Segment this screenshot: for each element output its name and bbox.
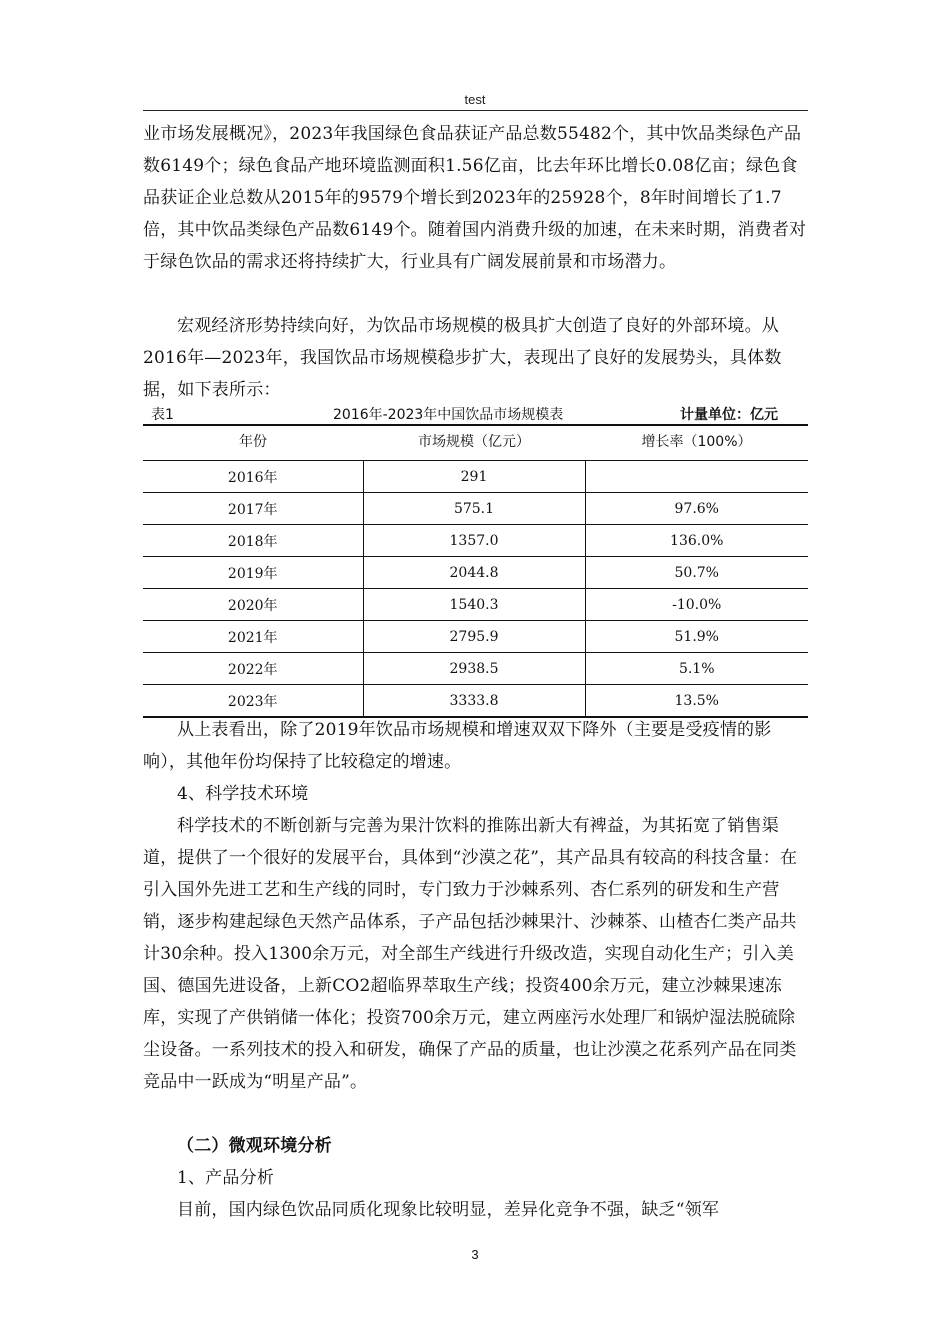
cell-year: 2023年 — [143, 685, 363, 718]
header-year: 年份 — [143, 425, 363, 461]
cell-market-size: 291 — [363, 461, 585, 493]
cell-market-size: 2938.5 — [363, 653, 585, 685]
cell-growth-rate: 50.7% — [585, 557, 808, 589]
table-header-row — [143, 425, 808, 461]
table-row — [143, 461, 808, 493]
cell-growth-rate: 97.6% — [585, 493, 808, 525]
cell-market-size: 2044.8 — [363, 557, 585, 589]
cell-year: 2018年 — [143, 525, 363, 557]
paragraph-technology-environment: 科学技术的不断创新与完善为果汁饮料的推陈出新大有裨益，为其拓宽了销售渠道，提供了一个很好的发展平台，具体到“沙漠之花”，其产品具有较高的科技含量：在引入国外先进工艺和生产线的同时，专门致力于沙棘系列、杏仁系列的研发和生产营销，逐步构建起绿色天然产品体系，子产品包括沙棘果汁、沙棘茶、山楂杏仁类产品共计30余种。投入1300余万元，对全部生产线进行升级改造，实现自动化生产；引入美国、德国先进设备，上新CO2超临界萃取生产线；投资400余万元，建立沙棘果速冻库，实现了产供销储一体化；投资700余万元，建立两座污水处理厂和锅炉湿法脱硫除尘设备。一系列技术的投入和研发，确保了产品的质量，也让沙漠之花系列产品在同类竞品中一跃成为“明星产品”。 — [143, 816, 798, 1092]
table-title: 2016年-2023年中国饮品市场规模表 — [333, 407, 564, 423]
section-heading-technology: 4、科学技术环境 — [177, 784, 309, 804]
table-row — [143, 621, 808, 653]
page-number: 3 — [471, 1247, 479, 1262]
section-heading-product-analysis: 1、产品分析 — [177, 1168, 275, 1188]
cell-growth-rate: -10.0% — [585, 589, 808, 621]
cell-growth-rate: 13.5% — [585, 685, 808, 718]
table-unit: 计量单位：亿元 — [680, 407, 778, 423]
cell-year: 2021年 — [143, 621, 363, 653]
cell-year: 2016年 — [143, 461, 363, 493]
cell-growth-rate: 5.1% — [585, 653, 808, 685]
table-row — [143, 557, 808, 589]
paragraph-table-conclusion: 从上表看出，除了2019年饮品市场规模和增速双双下降外（主要是受疫情的影响），其他年份均保持了比较稳定的增速。 — [143, 720, 772, 772]
cell-year: 2020年 — [143, 589, 363, 621]
cell-year: 2017年 — [143, 493, 363, 525]
market-size-table — [143, 424, 808, 718]
cell-market-size: 575.1 — [363, 493, 585, 525]
table-row — [143, 685, 808, 718]
cell-market-size: 1357.0 — [363, 525, 585, 557]
cell-market-size: 3333.8 — [363, 685, 585, 718]
cell-growth-rate: 136.0% — [585, 525, 808, 557]
table-row — [143, 589, 808, 621]
table-row — [143, 653, 808, 685]
cell-year: 2022年 — [143, 653, 363, 685]
page-header: test — [464, 92, 486, 107]
cell-market-size: 2795.9 — [363, 621, 585, 653]
table-label: 表1 — [151, 407, 174, 423]
cell-market-size: 1540.3 — [363, 589, 585, 621]
cell-growth-rate — [585, 461, 808, 493]
section-heading-micro-environment: （二）微观环境分析 — [177, 1136, 332, 1156]
header-growth-rate: 增长率（100%） — [585, 425, 808, 461]
table-caption — [143, 404, 808, 426]
cell-year: 2019年 — [143, 557, 363, 589]
header-rule — [143, 110, 808, 111]
table-row — [143, 493, 808, 525]
cell-growth-rate: 51.9% — [585, 621, 808, 653]
table-row — [143, 525, 808, 557]
paragraph-green-food-overview: 业市场发展概况》，2023年我国绿色食品获证产品总数55482个，其中饮品类绿色产品数6149个；绿色食品产地环境监测面积1.56亿亩，比去年环比增长0.08亿亩；绿色食品获证企业总数从2015年的9579个增长到2023年的25928个，8年时间增长了1.7倍，其中饮品类绿色产品数6149个。随着国内消费升级的加速，在未来时期，消费者对于绿色饮品的需求还将持续扩大，行业具有广阔发展前景和市场潜力。 — [143, 124, 807, 272]
header-market-size: 市场规模（亿元） — [363, 425, 585, 461]
paragraph-macro-economy: 宏观经济形势持续向好，为饮品市场规模的极具扩大创造了良好的外部环境。从2016年—2023年，我国饮品市场规模稳步扩大，表现出了良好的发展势头，具体数据，如下表所示： — [143, 316, 782, 400]
paragraph-product-analysis: 目前，国内绿色饮品同质化现象比较明显，差异化竞争不强，缺乏“领军 — [177, 1200, 720, 1220]
